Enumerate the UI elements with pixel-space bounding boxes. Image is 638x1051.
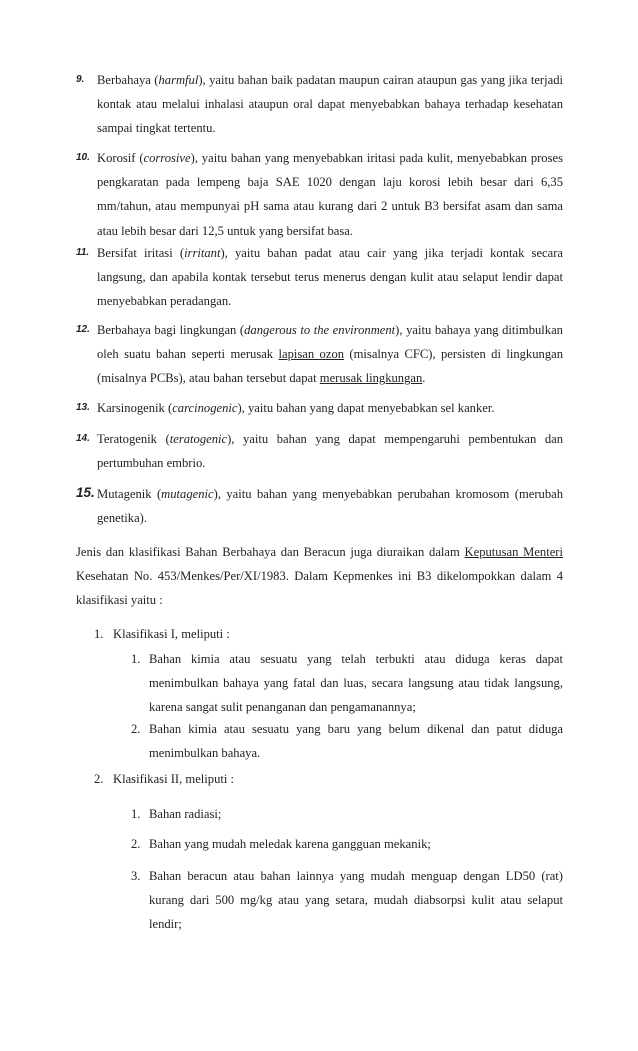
item-text: Berbahaya bagi lingkungan (dangerous to the environment), yaitu bahaya yang ditimbulkan oleh suatu bahan seperti merusak lapisan ozon (misalnya CFC), persisten di lingkungan (misalnya PCBs), atau bahan tersebut dapat merusak lingkungan. [97,323,564,386]
item-term: dangerous to the environment [244,323,396,337]
item-number: 9. [76,74,85,85]
classification-1-item-2 [131,717,563,765]
link-keputusan-menteri[interactable]: Keputusan Menteri [464,545,563,559]
sub-item-text: Bahan beracun atau bahan lainnya yang mudah menguap dengan LD50 (rat) kurang dari 500 mg/kg atau yang setara, mudah diabsorpsi kulit atau selaput lendir; [149,869,563,931]
list-item-13 [76,396,563,420]
item-term: irritant [184,246,221,260]
item-text: Bersifat iritasi (irritant), yaitu bahan padat atau cair yang jika terjadi kontak secara langsung, dan apabila kontak tersebut terus menerus dengan kulit atau selaput lendir dapat menyebabkan peradangan. [97,246,563,309]
item-text: Berbahaya (harmful), yaitu bahan baik padatan maupun cairan ataupun gas yang jika terjadi kontak atau melalui inhalasi ataupun oral dapat menyebabkan bahaya terhadap kesehatan sampai tingkat tertentu. [97,73,563,136]
sub-item-text: Bahan kimia atau sesuatu yang baru yang belum dikenal dan patut diduga menimbulkan bahaya. [149,722,563,760]
sub-item-number: 2. [131,837,141,851]
item-number: 11. [76,247,90,258]
item-term: harmful [158,73,199,87]
item-text: Korosif (corrosive), yaitu bahan yang menyebabkan iritasi pada kulit, menyebabkan proses pengkaratan pada lempeng baja SAE 1020 dengan laju korosi lebih besar dari 6,35 mm/tahun, atau mempunyai pH sama atau kurang dari 2 untuk B3 bersifat asam dan sama atau lebih besar dari 12,5 untuk yang bersifat basa. [97,151,563,238]
item-term: corrosive [143,151,191,165]
classification-label: Klasifikasi II, meliputi : [113,772,235,786]
item-term: mutagenic [161,487,214,501]
item-number: 10. [76,152,90,163]
item-term: carcinogenic [172,401,238,415]
classification-1-item-1 [131,647,563,719]
item-number: 12. [76,324,90,335]
list-item-15 [76,482,563,530]
item-number: 13. [76,402,90,413]
list-item-9 [76,68,563,141]
classification-2-item-1 [131,802,563,826]
classification-2 [94,767,564,791]
list-item-10 [76,146,563,243]
sub-item-text: Bahan yang mudah meledak karena gangguan mekanik; [149,837,431,851]
classification-2-item-2 [131,832,563,856]
list-item-12 [76,318,563,391]
classification-1 [94,622,564,646]
item-number: 15. [76,485,95,500]
link-lapisan-ozon[interactable]: lapisan ozon [278,347,345,362]
link-merusak-lingkungan[interactable]: merusak lingkungan [319,371,423,386]
item-text: Karsinogenik (carcinogenic), yaitu bahan yang dapat menyebabkan sel kanker. [97,401,495,415]
list-item-11 [76,241,563,314]
item-term: teratogenic [169,432,228,446]
item-number: 14. [76,433,90,444]
sub-item-number: 3. [131,869,141,883]
sub-item-number: 1. [131,652,141,666]
sub-item-text: Bahan kimia atau sesuatu yang telah terbukti atau diduga keras dapat menimbulkan bahaya yang fatal dan luas, secara langsung atau tidak langsung, karena sangat sulit penanganan dan pengamanannya; [149,652,563,714]
sub-item-number: 1. [131,807,141,821]
item-text: Mutagenik (mutagenic), yaitu bahan yang menyebabkan perubahan kromosom (merubah genetika). [97,487,563,526]
classification-2-item-3 [131,864,563,936]
sub-item-text: Bahan radiasi; [149,807,222,821]
intro-paragraph: Jenis dan klasifikasi Bahan Berbahaya dan Beracun juga diuraikan dalam Keputusan Menteri Kesehatan No. 453/Menkes/Per/XI/1983. Dalam Kepmenkes ini B3 dikelompokkan dalam 4 klasifikasi yaitu : [76,545,563,608]
classification-number: 1. [94,627,104,641]
classification-label: Klasifikasi I, meliputi : [113,627,230,641]
item-text: Teratogenik (teratogenic), yaitu bahan yang dapat mempengaruhi pembentukan dan pertumbuhan embrio. [97,432,563,471]
list-item-14 [76,427,563,475]
sub-item-number: 2. [131,722,141,736]
classification-number: 2. [94,772,104,786]
